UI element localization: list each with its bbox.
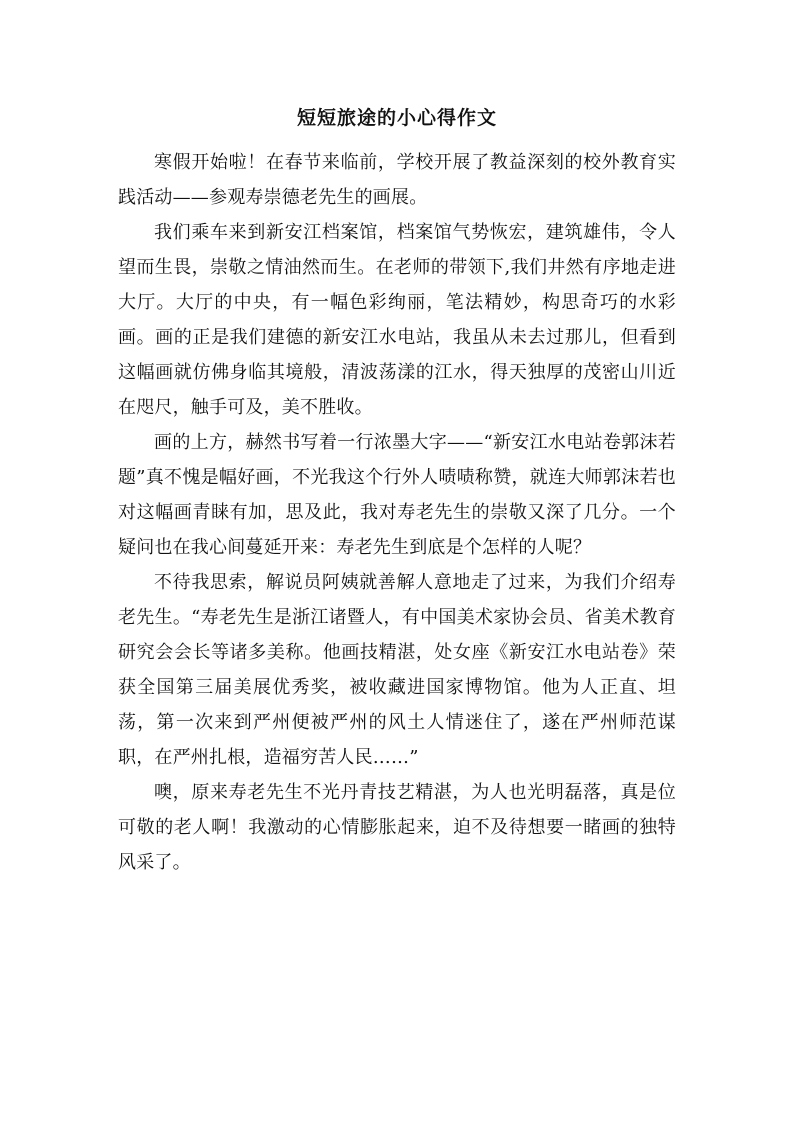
paragraph-4: 不待我思索，解说员阿姨就善解人意地走了过来，为我们介绍寿老先生。“寿老先生是浙江诸暨人，有中国美术家协会员、省美术教育研究会会长等诸多美称。他画技精湛，处女座《新安江水电站卷》荣获全国第三届美展优秀奖，被收藏进国家博物馆。他为人正直、坦荡，第一次来到严州便被严州的风土人情迷住了，遂在严州师范谋职，在严州扎根，造福穷苦人民……” [118,572,676,768]
document-body [118,145,676,880]
paragraph-1: 寒假开始啦！在春节来临前，学校开展了教益深刻的校外教育实践活动——参观寿崇德老先生的画展。 [118,152,676,208]
paragraph-5: 噢，原来寿老先生不光丹青技艺精湛，为人也光明磊落，真是位可敬的老人啊！我激动的心情膨胀起来，迫不及待想要一睹画的独特风采了。 [118,782,676,873]
document-title: 短短旅途的小心得作文 [296,107,497,129]
paragraph-2: 我们乘车来到新安江档案馆，档案馆气势恢宏，建筑雄伟，令人望而生畏，崇敬之情油然而生。在老师的带领下,我们井然有序地走进大厅。大厅的中央，有一幅色彩绚丽，笔法精妙，构思奇巧的水彩画。画的正是我们建德的新安江水电站，我虽从未去过那儿，但看到这幅画就仿佛身临其境般，清波荡漾的江水，得天独厚的茂密山川近在咫尺，触手可及，美不胜收。 [118,222,676,418]
paragraph-3: 画的上方，赫然书写着一行浓墨大字——“新安江水电站卷郭沫若题”真不愧是幅好画，不光我这个行外人啧啧称赞，就连大师郭沫若也对这幅画青睐有加，思及此，我对寿老先生的崇敬又深了几分。一个疑问也在我心间蔓延开来：寿老先生到底是个怎样的人呢？ [118,432,676,558]
